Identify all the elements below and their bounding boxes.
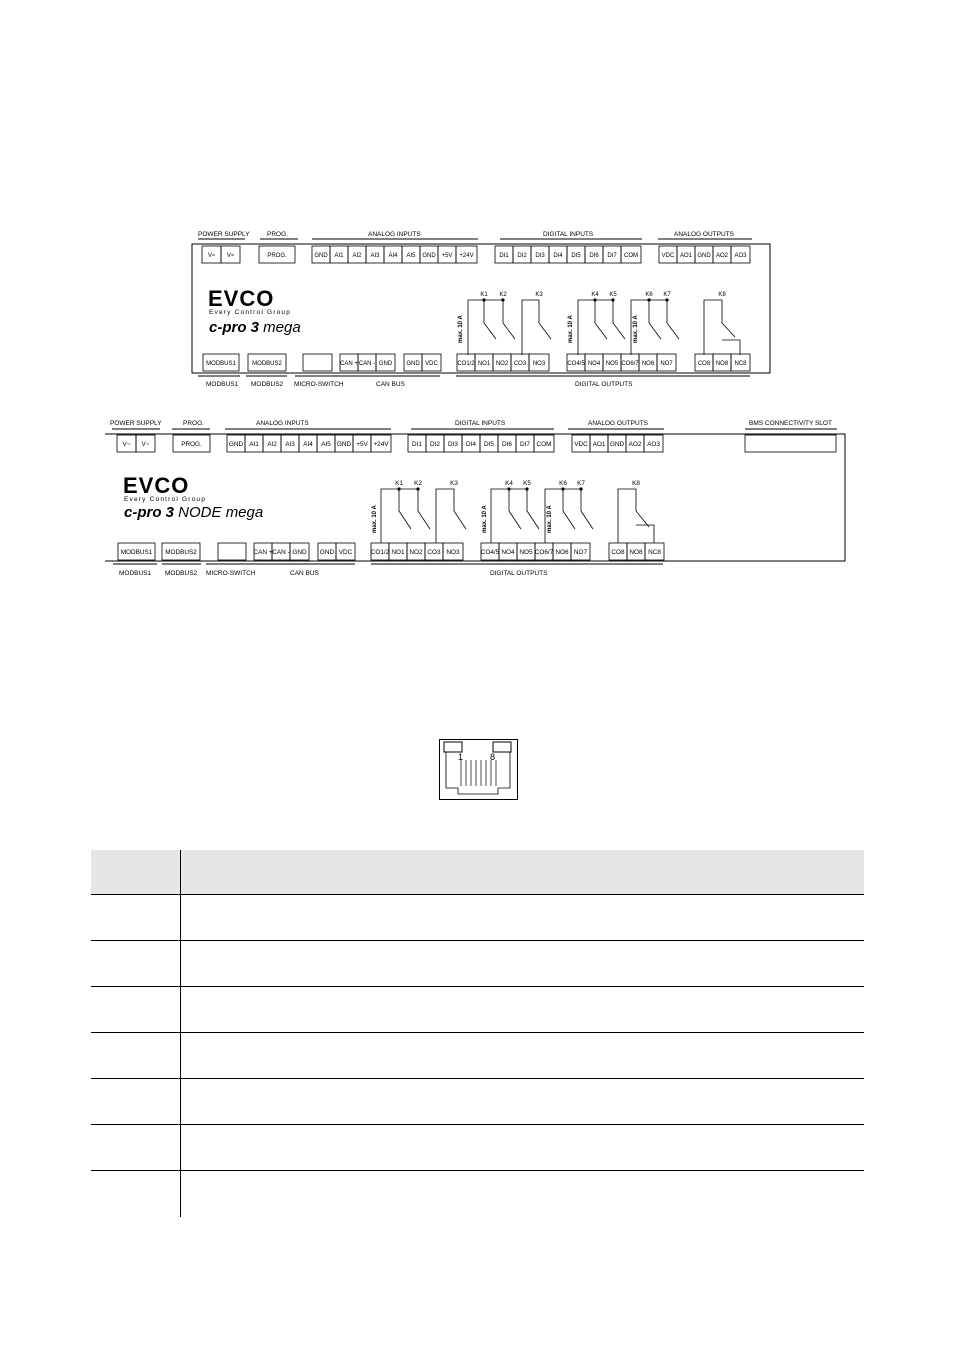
section-label-digital-inputs: DIGITAL INPUTS	[543, 231, 594, 238]
label-modbus2: MODBUS2	[251, 381, 284, 388]
section-label-analog-inputs: ANALOG INPUTS	[256, 420, 309, 427]
section-label-analog-outputs: ANALOG OUTPUTS	[674, 231, 734, 238]
connector-latch-right	[493, 742, 511, 752]
terminal-di2: DI2	[430, 441, 440, 448]
terminal-ao-gnd: GND	[609, 441, 625, 448]
terminal-no8: NO8	[715, 361, 729, 367]
terminal-no1: NO1	[477, 361, 491, 367]
terminal-5v: +5V	[441, 253, 453, 259]
label-can-bus: CAN BUS	[376, 381, 405, 388]
terminal-co45: CO4/5	[480, 549, 500, 556]
terminal-co3: CO3	[427, 549, 441, 556]
relay-k3-label: K3	[450, 480, 458, 487]
terminal-nc8: NC8	[734, 361, 747, 367]
terminal-di5: DI5	[571, 253, 581, 259]
terminal-nc8: NC8	[648, 549, 661, 556]
relay-k4-label: K4	[505, 480, 513, 487]
terminal-di7: DI7	[607, 253, 617, 259]
terminal-di1: DI1	[412, 441, 422, 448]
table-row	[91, 1171, 864, 1218]
terminal-no6: NO6	[641, 361, 655, 367]
rj45-connector-diagram	[438, 738, 520, 802]
label-modbus1: MODBUS1	[119, 570, 152, 577]
terminal-di4: DI4	[553, 253, 563, 259]
terminal-24v: +24V	[459, 253, 474, 259]
terminal-di5: DI5	[484, 441, 494, 448]
table-cell	[181, 895, 865, 941]
evco-logo	[123, 473, 263, 521]
terminal-no1: NO1	[391, 549, 405, 556]
terminal-ai4: AI4	[303, 441, 313, 448]
terminal-modbus1: MODBUS1	[120, 549, 153, 556]
terminal-modbus2: MODBUS2	[165, 549, 197, 556]
terminal-no6: NO6	[555, 549, 569, 556]
terminal-modbus2: MODBUS2	[252, 361, 282, 367]
terminal-v1: V~	[122, 441, 131, 448]
terminal-di3: DI3	[448, 441, 458, 448]
max-current-label-1: max. 10 A	[458, 315, 464, 343]
section-label-analog-inputs: ANALOG INPUTS	[368, 231, 421, 238]
terminal-v2: V≈	[226, 253, 235, 259]
table-cell	[181, 1079, 865, 1125]
section-label-power-supply: POWER SUPPLY	[110, 420, 162, 427]
terminal-ai1: AI1	[249, 441, 259, 448]
table-row	[91, 1033, 864, 1079]
terminal-ai2: AI2	[267, 441, 277, 448]
terminal-ai-gnd-2: GND	[422, 253, 436, 259]
terminal-ai3: AI3	[370, 253, 380, 259]
terminal-ai5: AI5	[406, 253, 416, 259]
section-label-analog-outputs: ANALOG OUTPUTS	[588, 420, 648, 427]
max-current-label-3: max. 10 A	[633, 315, 639, 343]
relay-k2-label: K2	[414, 480, 422, 487]
section-label-digital-inputs: DIGITAL INPUTS	[455, 420, 506, 427]
terminal-no5: NO5	[519, 549, 533, 556]
terminal-no7: NO7	[573, 549, 588, 556]
logo-tagline: Every Control Group	[124, 496, 207, 503]
terminal-co12: CO1/2	[370, 549, 390, 556]
table-cell	[91, 987, 181, 1033]
table-cell	[91, 895, 181, 941]
relay-k6-label: K6	[559, 480, 567, 487]
terminal-di2: DI2	[517, 253, 527, 259]
terminal-no2: NO2	[495, 361, 509, 367]
logo-brand: EVCO	[123, 473, 190, 498]
wiring-diagram-cpro3-node-mega	[105, 413, 850, 583]
terminal-ai-gnd-1: GND	[228, 441, 244, 448]
terminal-prog: PROG.	[181, 441, 202, 448]
label-digital-outputs: DIGITAL OUTPUTS	[575, 381, 633, 388]
label-micro-switch: MICRO-SWITCH	[206, 570, 256, 577]
relay-k1-label: K1	[395, 480, 403, 487]
terminal-out-gnd: GND	[406, 361, 420, 367]
bms-slot	[745, 435, 836, 452]
terminal-com: COM	[536, 441, 552, 448]
logo-brand: EVCO	[208, 286, 275, 311]
table-header-cell	[181, 850, 865, 895]
table-header-row	[91, 850, 864, 895]
relay-k7-label: K7	[577, 480, 585, 487]
terminal-no5: NO5	[605, 361, 619, 367]
controller-enclosure	[105, 434, 845, 561]
section-label-power-supply: POWER SUPPLY	[198, 231, 250, 238]
relay-k3-label: K3	[535, 292, 543, 298]
terminal-v2: V~	[141, 441, 150, 448]
model-name: c-pro 3 NODE mega	[124, 504, 264, 521]
table-cell	[91, 1171, 181, 1218]
terminal-ao1: AO1	[679, 253, 693, 259]
terminal-di7: DI7	[520, 441, 530, 448]
terminal-ao2: AO2	[628, 441, 642, 448]
table-row	[91, 895, 864, 941]
section-label-prog: PROG.	[183, 420, 204, 427]
terminal-co3: CO3	[513, 361, 527, 367]
relay-k5-label: K5	[609, 292, 617, 298]
table-header-cell	[91, 850, 181, 895]
table-cell	[91, 1125, 181, 1171]
relay-k2-label: K2	[499, 292, 507, 298]
terminal-no7: NO7	[660, 361, 673, 367]
table-cell	[181, 1171, 865, 1218]
terminal-di4: DI4	[466, 441, 476, 448]
table-cell	[181, 987, 865, 1033]
label-can-bus: CAN BUS	[290, 570, 319, 577]
terminal-ao3: AO3	[647, 441, 660, 448]
terminal-co12: CO1/2	[457, 361, 475, 367]
terminal-no3: NO3	[446, 549, 460, 556]
terminal-di3: DI3	[535, 253, 545, 259]
terminal-no4: NO4	[501, 549, 515, 556]
terminal-vdc: VDC	[661, 253, 675, 259]
relay-wiring	[381, 488, 654, 543]
terminal-di1: DI1	[499, 253, 509, 259]
terminal-out-vdc: VDC	[425, 361, 438, 367]
table-cell	[181, 1033, 865, 1079]
model-name: c-pro 3 mega	[209, 319, 301, 336]
relay-k7-label: K7	[663, 292, 671, 298]
terminal-can-minus: CAN -	[358, 361, 376, 367]
terminal-co67: CO6/7	[621, 361, 639, 367]
terminal-v1: V≈	[207, 253, 216, 259]
label-digital-outputs: DIGITAL OUTPUTS	[490, 570, 548, 577]
relay-wiring	[468, 299, 740, 355]
terminal-no4: NO4	[587, 361, 601, 367]
section-label-prog: PROG.	[267, 231, 288, 238]
terminal-out-gnd: GND	[319, 549, 335, 556]
terminal-ao3: AO3	[734, 253, 747, 259]
relay-k5-label: K5	[523, 480, 531, 487]
pin-8-label: 8	[490, 752, 496, 762]
terminal-24v: +24V	[373, 441, 389, 448]
pinout-table	[91, 850, 864, 1217]
terminal-co8: CO8	[611, 549, 625, 556]
terminal-ai3: AI3	[285, 441, 295, 448]
section-label-bms-slot: BMS CONNECTIVITY SLOT	[749, 420, 832, 427]
terminal-ai2: AI2	[352, 253, 362, 259]
terminal-vdc: VDC	[574, 441, 588, 448]
label-modbus2: MODBUS2	[165, 570, 198, 577]
relay-k4-label: K4	[591, 292, 599, 298]
terminal-5v: +5V	[356, 441, 368, 448]
relay-k6-label: K6	[645, 292, 653, 298]
terminal-ai4: AI4	[388, 253, 398, 259]
terminal-ao2: AO2	[715, 253, 729, 259]
terminal-di6: DI6	[589, 253, 599, 259]
terminal-di6: DI6	[502, 441, 512, 448]
max-current-label-1: max. 10 A	[372, 505, 378, 533]
terminal-prog: PROG.	[267, 253, 287, 259]
label-modbus1: MODBUS1	[206, 381, 239, 388]
logo-tagline: Every Control Group	[209, 309, 292, 316]
terminal-modbus1: MODBUS1	[206, 361, 236, 367]
max-current-label-2: max. 10 A	[482, 505, 488, 533]
terminal-ai5: AI5	[321, 441, 331, 448]
terminal-can-gnd: GND	[378, 361, 393, 367]
relay-k8-label: K8	[632, 480, 640, 487]
relay-k1-label: K1	[480, 292, 488, 298]
terminal-no3: NO3	[532, 361, 546, 367]
terminal-co8: CO8	[697, 361, 711, 367]
connector-latch-left	[444, 742, 462, 752]
evco-logo	[208, 286, 301, 336]
pin-1-label: 1	[458, 752, 464, 762]
table-cell	[181, 1125, 865, 1171]
terminal-out-vdc: VDC	[338, 549, 353, 556]
terminal-no2: NO2	[409, 549, 423, 556]
label-micro-switch: MICRO-SWITCH	[294, 381, 344, 388]
max-current-label-2: max. 10 A	[568, 315, 574, 343]
terminal-com: COM	[624, 253, 638, 259]
wiring-diagram-cpro3-mega	[190, 225, 780, 395]
terminal-ao-gnd: GND	[697, 253, 711, 259]
table-row	[91, 1079, 864, 1125]
terminal-co45: CO4/5	[567, 361, 585, 367]
table-cell	[91, 1033, 181, 1079]
relay-k8-label: K8	[718, 292, 726, 298]
table-row	[91, 941, 864, 987]
terminal-can-gnd: GND	[292, 549, 307, 556]
table-row	[91, 1125, 864, 1171]
terminal-ai-gnd-2: GND	[336, 441, 352, 448]
table-row	[91, 987, 864, 1033]
table-cell	[181, 941, 865, 987]
top-terminal-block	[117, 435, 836, 452]
table-cell	[91, 941, 181, 987]
max-current-label-3: max. 10 A	[547, 505, 553, 533]
terminal-no8: NO8	[629, 549, 643, 556]
terminal-ai-gnd-1: GND	[314, 253, 328, 259]
terminal-co67: CO6/7	[534, 549, 554, 556]
table-cell	[91, 1079, 181, 1125]
terminal-can-plus: CAN +	[340, 361, 358, 367]
terminal-can-plus: CAN +	[253, 549, 273, 556]
terminal-ao1: AO1	[592, 441, 606, 448]
terminal-ai1: AI1	[334, 253, 344, 259]
terminal-can-minus: CAN -	[272, 549, 290, 556]
